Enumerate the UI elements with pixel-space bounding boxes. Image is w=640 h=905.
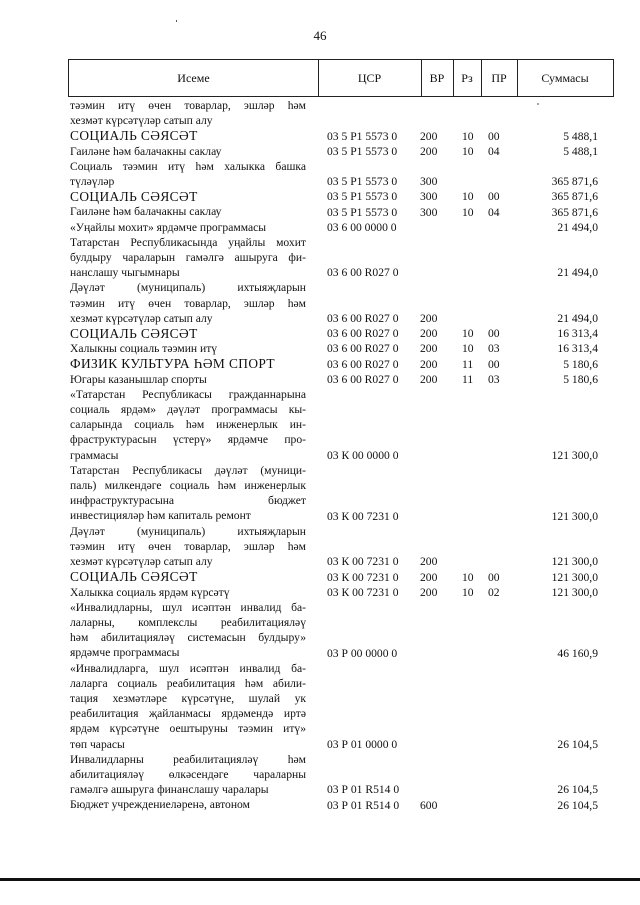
row-csr: 03 6 00 0000 0 bbox=[327, 220, 397, 234]
table-row bbox=[0, 569, 640, 584]
row-name-line: граммасы bbox=[70, 448, 119, 462]
row-rz: 10 bbox=[462, 190, 474, 204]
row-csr: 03 6 00 R027 0 bbox=[327, 327, 399, 341]
row-sum: 16 313,4 bbox=[557, 327, 598, 341]
row-name-line: булдыру чараларын гамәлгә ашыруга фи- bbox=[70, 251, 306, 265]
header-rz: Рз bbox=[453, 60, 482, 96]
row-pr: 00 bbox=[488, 570, 500, 584]
row-name-line: Дәүләт (муниципаль) ихтыяҗларын bbox=[70, 524, 306, 538]
table-row bbox=[0, 372, 640, 387]
row-name-line: «Уңайлы мохит» ярдәмче программасы bbox=[70, 220, 267, 234]
table-row bbox=[0, 356, 640, 371]
row-pr: 03 bbox=[488, 372, 500, 386]
row-name-line: Татарстан Республикасы дәүләт (муници- bbox=[70, 463, 306, 477]
row-sum: 365 871,6 bbox=[551, 175, 598, 189]
row-name-line: тәэмин итү өчен товарлар, эшләр һәм bbox=[70, 539, 306, 553]
row-csr: 03 5 Р1 5573 0 bbox=[327, 205, 398, 219]
row-sum: 21 494,0 bbox=[557, 220, 598, 234]
row-pr: 00 bbox=[488, 327, 500, 341]
header-pr: ПР bbox=[481, 60, 518, 96]
row-csr: 03 К 00 7231 0 bbox=[327, 570, 399, 584]
row-name-line: хезмәт күрсәтүләр сатып алу bbox=[70, 114, 213, 128]
row-rz: 10 bbox=[462, 342, 474, 356]
table-row bbox=[0, 661, 640, 752]
row-sum: 365 871,6 bbox=[551, 190, 598, 204]
row-name-line: Халыкка социаль ярдәм күрсәтү bbox=[70, 585, 230, 599]
table-header bbox=[68, 59, 614, 97]
row-name-line: «Инвалидларга, шул исәптән инвалид ба- bbox=[70, 661, 306, 675]
row-sum: 121 300,0 bbox=[551, 448, 598, 462]
row-sum: 365 871,6 bbox=[551, 205, 598, 219]
table-row bbox=[0, 387, 640, 463]
row-csr: 03 6 00 R027 0 bbox=[327, 357, 399, 371]
row-csr: 03 6 00 R027 0 bbox=[327, 372, 399, 386]
row-csr: 03 6 00 R027 0 bbox=[327, 342, 399, 356]
page-bottom-border bbox=[0, 878, 640, 881]
row-sum: 5 488,1 bbox=[563, 129, 598, 143]
table-row bbox=[0, 159, 640, 189]
row-vr: 200 bbox=[420, 372, 438, 386]
row-name-line: тәэмин итү өчен товарлар, эшләр һәм bbox=[70, 99, 306, 112]
table-row bbox=[0, 144, 640, 159]
row-name-line: тация хезмәтләре күрсәтүне, шулай ук bbox=[70, 691, 306, 705]
row-rz: 11 bbox=[462, 372, 474, 386]
row-sum: 16 313,4 bbox=[557, 342, 598, 356]
row-name-line: инвестицияләр һәм капиталь ремонт bbox=[70, 509, 251, 523]
row-csr: 03 К 00 7231 0 bbox=[327, 555, 399, 569]
row-name-line: Бюджет учреждениеләренә, автоном bbox=[70, 798, 250, 812]
row-csr: 03 Р 01 R514 0 bbox=[327, 783, 400, 797]
row-name-line: гамәлгә ашыруга финанслашу чаралары bbox=[70, 783, 269, 797]
row-vr: 300 bbox=[420, 190, 438, 204]
row-csr: 03 5 Р1 5573 0 bbox=[327, 190, 398, 204]
row-name-line: «Татарстан Республикасы гражданнарына bbox=[70, 387, 306, 401]
row-name-line: ФИЗИК КУЛЬТУРА ҺӘМ СПОРТ bbox=[70, 356, 276, 372]
table-row bbox=[0, 128, 640, 143]
table-row bbox=[0, 600, 640, 661]
row-name-line: реабилитация җайланмасы ярдәмендә иртә bbox=[70, 707, 306, 721]
row-name-line: Татарстан Республикасында уңайлы мохит bbox=[70, 235, 306, 249]
row-vr: 200 bbox=[420, 312, 438, 326]
row-csr: 03 К 00 0000 0 bbox=[327, 448, 399, 462]
table-row bbox=[0, 235, 640, 281]
row-name-line: СОЦИАЛЬ СӘЯСӘТ bbox=[70, 569, 198, 585]
header-sum: Суммасы bbox=[541, 71, 589, 85]
table-row bbox=[0, 524, 640, 570]
row-pr: 02 bbox=[488, 585, 500, 599]
row-name-line: төп чарасы bbox=[70, 737, 125, 751]
row-rz: 11 bbox=[462, 357, 474, 371]
row-name-line: хезмәт күрсәтүләр сатып алу bbox=[70, 555, 213, 569]
header-csr: ЦСР bbox=[318, 60, 422, 96]
row-name-line: Инвалидларны реабилитацияләү һәм bbox=[70, 752, 306, 766]
row-csr: 03 К 00 7231 0 bbox=[327, 585, 399, 599]
row-vr: 200 bbox=[420, 144, 438, 158]
row-csr: 03 Р 01 R514 0 bbox=[327, 798, 400, 812]
row-name-line: хезмәт күрсәтүләр сатып алу bbox=[70, 311, 213, 325]
row-name-line: СОЦИАЛЬ СӘЯСӘТ bbox=[70, 189, 198, 205]
row-name-line: түләүләр bbox=[70, 175, 115, 189]
table-row bbox=[0, 204, 640, 219]
row-pr: 00 bbox=[488, 357, 500, 371]
row-vr: 200 bbox=[420, 585, 438, 599]
table-row bbox=[0, 280, 640, 326]
row-name-line: Социаль тәэмин итү һәм халыкка башка bbox=[70, 159, 306, 173]
row-vr: 300 bbox=[420, 205, 438, 219]
header-name: Исеме bbox=[69, 60, 319, 96]
row-sum: 46 160,9 bbox=[557, 646, 598, 660]
row-pr: 04 bbox=[488, 205, 500, 219]
row-name-line: социаль ярдәм» дәүләт программасы кы- bbox=[70, 403, 306, 417]
row-sum: 121 300,0 bbox=[551, 555, 598, 569]
row-pr: 00 bbox=[488, 129, 500, 143]
row-vr: 200 bbox=[420, 129, 438, 143]
row-rz: 10 bbox=[462, 570, 474, 584]
row-name-line: абилитацияләү өлкәсендәге чараларны bbox=[70, 767, 306, 781]
row-sum: 21 494,0 bbox=[557, 312, 598, 326]
row-sum: 26 104,5 bbox=[557, 798, 598, 812]
row-vr: 200 bbox=[420, 342, 438, 356]
row-csr: 03 5 Р1 5573 0 bbox=[327, 175, 398, 189]
row-csr: 03 К 00 7231 0 bbox=[327, 509, 399, 523]
table-row bbox=[0, 220, 640, 235]
row-rz: 10 bbox=[462, 327, 474, 341]
row-name-line: СОЦИАЛЬ СӘЯСӘТ bbox=[70, 128, 198, 144]
row-sum: 5 180,6 bbox=[563, 372, 598, 386]
row-name-line: Халыкны социаль тәэмин итү bbox=[70, 342, 218, 356]
table-row bbox=[0, 585, 640, 600]
table-row bbox=[0, 797, 640, 812]
row-sum: 21 494,0 bbox=[557, 266, 598, 280]
row-pr: 00 bbox=[488, 190, 500, 204]
row-pr: 03 bbox=[488, 342, 500, 356]
row-name-line: саларында социаль һәм инженерлык ин- bbox=[70, 418, 306, 432]
row-sum: 5 180,6 bbox=[563, 357, 598, 371]
header-vr: ВР bbox=[421, 60, 454, 96]
row-vr: 200 bbox=[420, 357, 438, 371]
row-name-line: Югары казанышлар спорты bbox=[70, 372, 207, 386]
table-row bbox=[0, 326, 640, 341]
row-name-line: «Инвалидларны, шул исәптән инвалид ба- bbox=[70, 600, 306, 614]
row-csr: 03 5 Р1 5573 0 bbox=[327, 144, 398, 158]
row-sum: 121 300,0 bbox=[551, 585, 598, 599]
row-csr: 03 Р 01 0000 0 bbox=[327, 737, 398, 751]
row-rz: 10 bbox=[462, 205, 474, 219]
table-row bbox=[0, 341, 640, 356]
row-name-line: лаларга социаль реабилитация һәм абили- bbox=[70, 676, 306, 690]
row-name-line: паль) милкендәге социаль һәм инженерлык bbox=[70, 479, 306, 493]
row-sum: 121 300,0 bbox=[551, 509, 598, 523]
row-sum: 26 104,5 bbox=[557, 783, 598, 797]
row-name-line: фраструктурасын үстерү» ярдәмче про- bbox=[70, 433, 306, 447]
row-name-line: нанслашу чыгымнары bbox=[70, 266, 180, 280]
row-name-line: инфраструктурасына бюджет bbox=[70, 494, 306, 508]
row-name-line: ярдәмче программасы bbox=[70, 646, 180, 660]
row-name-line: Гаиләне һәм балачакны саклау bbox=[70, 205, 222, 219]
row-rz: 10 bbox=[462, 129, 474, 143]
table-body bbox=[0, 98, 640, 813]
page-number: 46 bbox=[313, 28, 327, 43]
table-row bbox=[0, 98, 640, 128]
row-name-line: лаларны, комплекслы реабилитацияләү bbox=[70, 615, 306, 629]
scan-mark bbox=[176, 20, 177, 22]
table-row bbox=[0, 463, 640, 524]
row-vr: 200 bbox=[420, 570, 438, 584]
row-sum: 26 104,5 bbox=[557, 737, 598, 751]
table-row bbox=[0, 189, 640, 204]
row-name-line: СОЦИАЛЬ СӘЯСӘТ bbox=[70, 326, 198, 342]
table-row bbox=[0, 752, 640, 798]
row-sum: 5 488,1 bbox=[563, 144, 598, 158]
row-name-line: тәэмин итү өчен товарлар, эшләр һәм bbox=[70, 296, 306, 310]
row-vr: 300 bbox=[420, 175, 438, 189]
row-pr: 04 bbox=[488, 144, 500, 158]
row-csr: 03 6 00 R027 0 bbox=[327, 266, 399, 280]
row-sum: 121 300,0 bbox=[551, 570, 598, 584]
row-rz: 10 bbox=[462, 144, 474, 158]
row-name-line: Гаиләне һәм балачакны саклау bbox=[70, 144, 222, 158]
row-name-line: һәм абилитацияләү системасын булдыру» bbox=[70, 631, 306, 645]
row-vr: 600 bbox=[420, 798, 438, 812]
row-csr: 03 5 Р1 5573 0 bbox=[327, 129, 398, 143]
row-csr: 03 Р 00 0000 0 bbox=[327, 646, 398, 660]
row-vr: 200 bbox=[420, 555, 438, 569]
row-name-line: Дәүләт (муниципаль) ихтыяҗларын bbox=[70, 281, 306, 295]
row-vr: 200 bbox=[420, 327, 438, 341]
row-rz: 10 bbox=[462, 585, 474, 599]
row-csr: 03 6 00 R027 0 bbox=[327, 312, 399, 326]
row-name-line: ярдәм күрсәтүне оештыруны тәэмин итү» bbox=[70, 722, 306, 736]
